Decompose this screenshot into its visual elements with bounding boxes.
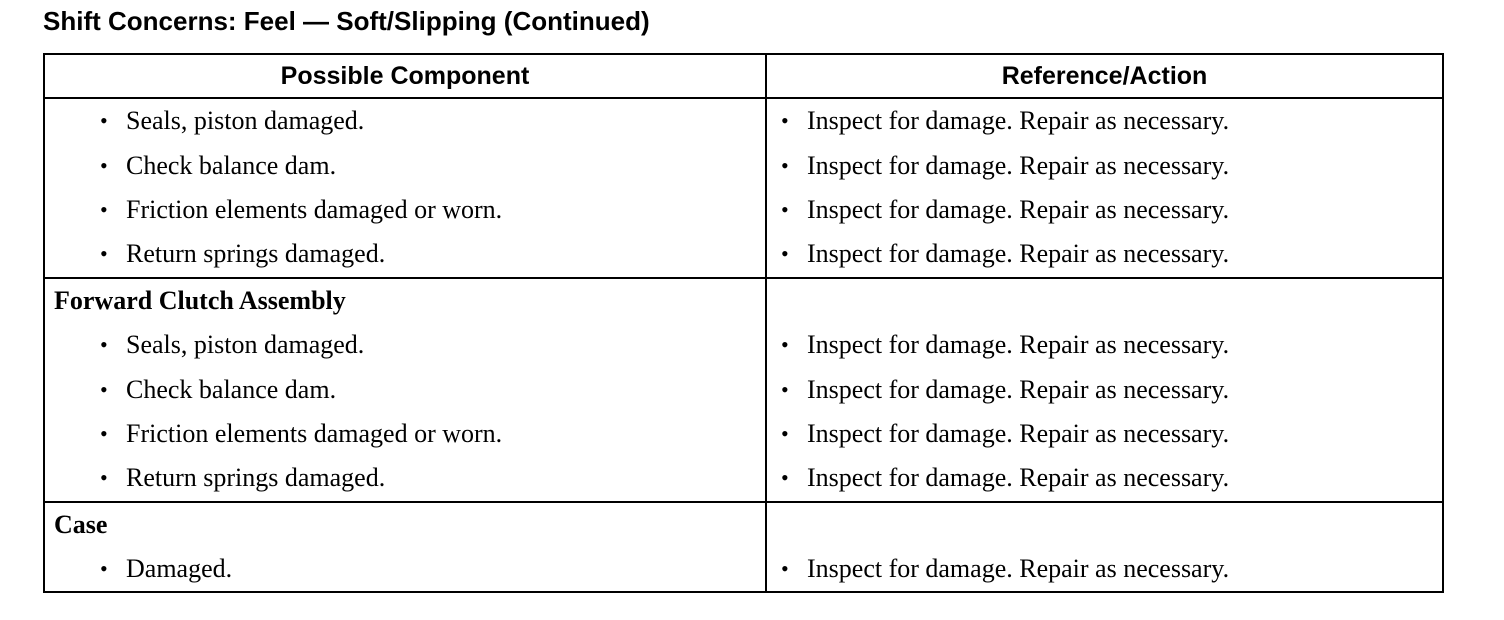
heading-spacer (767, 503, 1442, 547)
bullet-icon: • (100, 332, 108, 358)
bullet-icon: • (100, 465, 108, 491)
group-heading: Forward Clutch Assembly (54, 285, 346, 315)
heading-spacer (767, 279, 1442, 323)
bullet-icon: • (100, 376, 108, 402)
list-item (45, 367, 765, 411)
list-item (767, 412, 1442, 456)
list-item (767, 143, 1442, 187)
list-item (767, 547, 1442, 591)
action-text: Inspect for damage. Repair as necessary. (807, 194, 1230, 224)
list-item (45, 456, 765, 500)
component-text: Return springs damaged. (126, 463, 386, 493)
bullet-icon: • (781, 241, 789, 267)
list-item (45, 143, 765, 187)
action-text: Inspect for damage. Repair as necessary. (807, 150, 1230, 180)
component-text: Check balance dam. (126, 374, 337, 404)
page-title: Shift Concerns: Feel — Soft/Slipping (Continued) (43, 6, 650, 36)
list-item (45, 232, 765, 276)
action-text: Inspect for damage. Repair as necessary. (807, 418, 1230, 448)
bullet-icon: • (100, 152, 108, 178)
list-item (45, 547, 765, 591)
bullet-icon: • (781, 465, 789, 491)
list-item (767, 232, 1442, 276)
list-item (767, 456, 1442, 500)
action-cell (766, 278, 1443, 502)
action-text: Inspect for damage. Repair as necessary. (807, 330, 1230, 360)
action-text: Inspect for damage. Repair as necessary. (807, 239, 1230, 269)
action-text: Inspect for damage. Repair as necessary. (807, 374, 1230, 404)
component-cell (44, 98, 766, 278)
action-text: Inspect for damage. Repair as necessary. (807, 106, 1230, 136)
bullet-icon: • (781, 556, 789, 582)
component-text: Seals, piston damaged. (126, 106, 365, 136)
component-cell (44, 278, 766, 502)
column-header-reference-action: Reference/Action (766, 54, 1443, 98)
bullet-icon: • (781, 152, 789, 178)
component-cell (44, 502, 766, 593)
action-text: Inspect for damage. Repair as necessary. (807, 463, 1230, 493)
list-item (767, 323, 1442, 367)
table-group (44, 502, 1443, 593)
action-cell (766, 98, 1443, 278)
bullet-icon: • (100, 241, 108, 267)
component-text: Seals, piston damaged. (126, 330, 365, 360)
table-header-row (44, 54, 1443, 98)
group-heading: Case (54, 509, 108, 539)
column-header-possible-component: Possible Component (44, 54, 766, 98)
list-item (45, 99, 765, 143)
bullet-icon: • (100, 420, 108, 446)
list-item (45, 188, 765, 232)
bullet-icon: • (100, 196, 108, 222)
bullet-icon: • (100, 556, 108, 582)
list-item (45, 323, 765, 367)
component-text: Damaged. (126, 554, 233, 584)
bullet-icon: • (781, 376, 789, 402)
list-item (767, 188, 1442, 232)
component-text: Check balance dam. (126, 150, 337, 180)
component-text: Friction elements damaged or worn. (126, 418, 503, 448)
shift-concerns-table (43, 53, 1444, 593)
list-item (767, 367, 1442, 411)
bullet-icon: • (781, 196, 789, 222)
component-text: Return springs damaged. (126, 239, 386, 269)
list-item (767, 99, 1442, 143)
table-group (44, 98, 1443, 278)
component-text: Friction elements damaged or worn. (126, 194, 503, 224)
bullet-icon: • (100, 108, 108, 134)
table-group (44, 278, 1443, 502)
bullet-icon: • (781, 332, 789, 358)
action-text: Inspect for damage. Repair as necessary. (807, 554, 1230, 584)
action-cell (766, 502, 1443, 593)
list-item (45, 412, 765, 456)
bullet-icon: • (781, 420, 789, 446)
bullet-icon: • (781, 108, 789, 134)
